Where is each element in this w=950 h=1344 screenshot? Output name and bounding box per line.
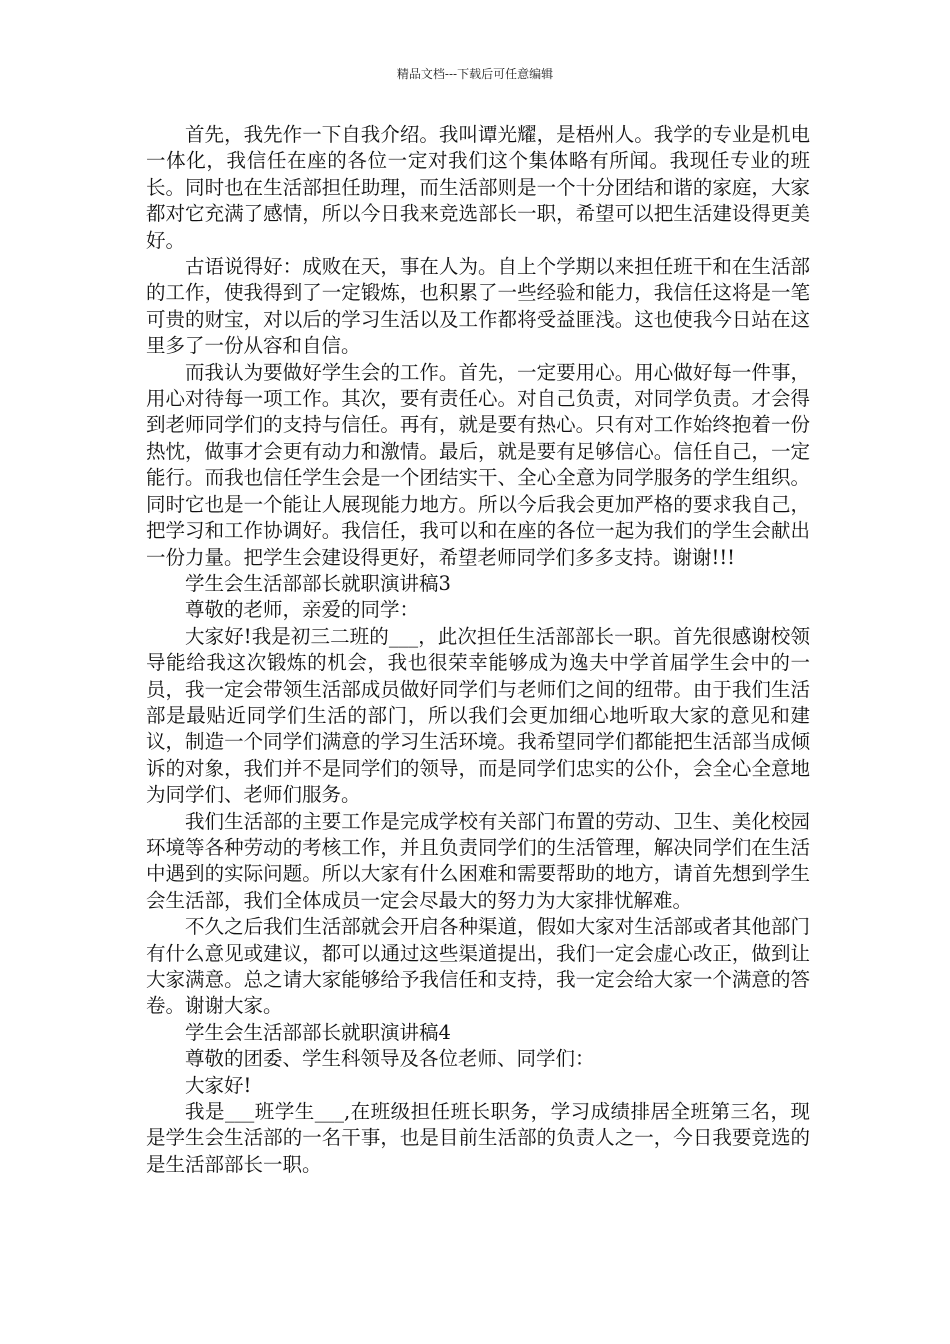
paragraph-channels: 不久之后我们生活部就会开启各种渠道，假如大家对生活部或者其他部门有什么意见或建议，都可以通过这些渠道提出，我们一定会虚心改正，做到让大家满意。总之请大家能够给予我信任和支持，我一定会给大家一个满意的答卷。谢谢大家。	[146, 915, 810, 1018]
paragraph-experience: 古语说得好：成败在天，事在人为。自上个学期以来担任班干和在生活部的工作，使我得到了一定锻炼，也积累了一些经验和能力，我信任这将是一笔可贵的财宝，对以后的学习生活以及工作都将受益匪浅。这也使我今日站在这里多了一份从容和自信。	[146, 255, 810, 358]
document-body	[146, 122, 810, 1178]
salutation-speech-3: 尊敬的老师，亲爱的同学：	[185, 598, 420, 622]
paragraph-self-introduction: 首先，我先作一下自我介绍。我叫谭光耀，是梧州人。我学的专业是机电一体化，我信任在座的各位一定对我们这个集体略有所闻。我现任专业的班长。同时也在生活部担任助理，而生活部则是一个十分团结和谐的家庭，大家都对它充满了感情，所以今日我来竞选部长一职，希望可以把生活建设得更美好。	[146, 123, 810, 252]
section-title-speech-3: 学生会生活部部长就职演讲稿3	[185, 571, 451, 595]
paragraph-greeting-speech-3: 大家好!我是初三二班的___，此次担任生活部部长一职。首先很感谢校领导能给我这次锻炼的机会，我也很荣幸能够成为逸夫中学首届学生会中的一员，我一定会带领生活部成员做好同学们与老师们之间的纽带。由于我们生活部是最贴近同学们生活的部门，所以我们会更加细心地听取大家的意见和建议，制造一个同学们满意的学习生活环境。我希望同学们都能把生活部当成倾诉的对象，我们并不是同学们的领导，而是同学们忠实的公仆，会全心全意地为同学们、老师们服务。	[146, 624, 810, 807]
paragraph-student-union-work: 而我认为要做好学生会的工作。首先，一定要用心。用心做好每一件事，用心对待每一项工作。其次，要有责任心。对自己负责，对同学负责。才会得到老师同学们的支持与信任。再有，就是要有热心。只有对工作始终抱着一份热忱，做事才会更有动力和激情。最后，就是要有足够信心。信任自己，一定能行。而我也信任学生会是一个团结实干、全心全意为同学服务的学生组织。同时它也是一个能让人展现能力地方。所以今后我会更加严格的要求我自己，把学习和工作协调好。我信任，我可以和在座的各位一起为我们的学生会献出一份力量。把学生会建设得更好，希望老师同学们多多支持。谢谢!!!	[146, 360, 810, 569]
page-header: 精品文档---下载后可任意编辑	[396, 67, 554, 81]
paragraph-self-intro-speech-4: 我是___班学生___,在班级担任班长职务，学习成绩排居全班第三名，现是学生会生活部的一名干事，也是目前生活部的负责人之一，今日我要竞选的是生活部部长一职。	[146, 1100, 810, 1176]
salutation-speech-4: 尊敬的团委、学生科领导及各位老师、同学们：	[185, 1047, 595, 1071]
greeting-speech-4: 大家好!	[185, 1073, 252, 1097]
section-title-speech-4: 学生会生活部部长就职演讲稿4	[185, 1020, 451, 1044]
paragraph-main-work: 我们生活部的主要工作是完成学校有关部门布置的劳动、卫生、美化校园环境等各种劳动的考核工作，并且负责同学们的生活管理，解决同学们在生活中遇到的实际问题。所以大家有什么困难和需要帮助的地方，请首先想到学生会生活部，我们全体成员一定会尽最大的努力为大家排忧解难。	[146, 809, 810, 912]
